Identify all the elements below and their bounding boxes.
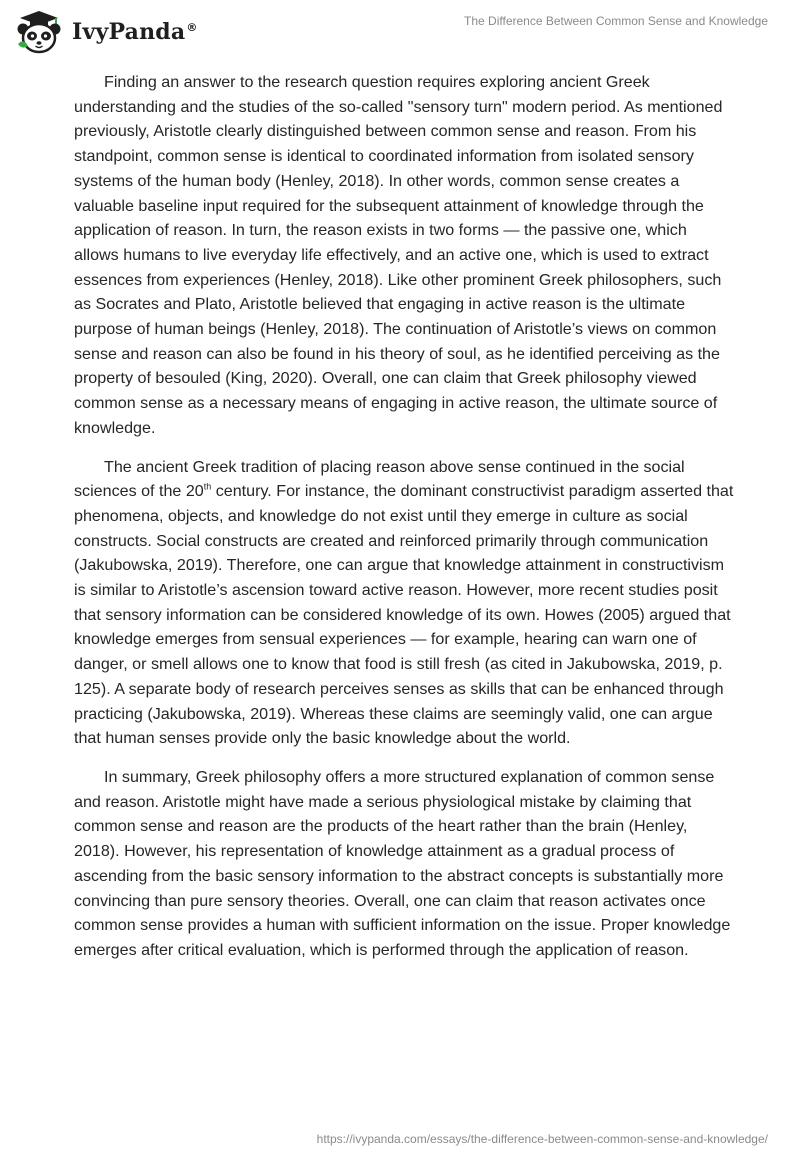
logo-wordmark: IvyPanda®	[72, 19, 198, 45]
ivypanda-logo[interactable]	[14, 8, 198, 54]
paragraph-2-text-end: century. For instance, the dominant constructivist paradigm asserted that phenomena, objects, and knowledge do not exist until they emerge in culture as social constructs. Social constructs are created and reinforced primarily through communication (Jakubowska, 2019). Therefore, one can argue that knowledge attainment in constructivism is similar to Aristotle’s ascension toward active reason. However, more recent studies posit that sensory information can be considered knowledge of its own. Howes (2005) argued that knowledge emerges from sensual experiences — for example, hearing can warn one of danger, or smell allows one to know that food is still fresh (as cited in Jakubowska, 2019, p. 125). A separate body of research perceives senses as skills that can be enhanced through practicing (Jakubowska, 2019). Whereas these claims are seemingly valid, one can argue that human senses provide only the basic knowledge about the world.	[74, 482, 734, 748]
paragraph-2	[74, 455, 734, 751]
paragraph-1: Finding an answer to the research question requires exploring ancient Greek understanding and the studies of the so-called "sensory turn" modern period. As mentioned previously, Aristotle clearly distinguished between common sense and reason. From his standpoint, common sense is identical to coordinated information from isolated sensory systems of the human body (Henley, 2018). In other words, common sense creates a valuable baseline input required for the subsequent attainment of knowledge through the application of reason. In turn, the reason exists in two forms — the passive one, which allows humans to live everyday life effectively, and an active one, which is used to extract essences from experiences (Henley, 2018). Like other prominent Greek philosophers, such as Socrates and Plato, Aristotle believed that engaging in active reason is the ultimate purpose of human beings (Henley, 2018). The continuation of Aristotle’s views on common sense and reason can also be found in his theory of soul, as he identified perceiving as the property of besouled (King, 2020). Overall, one can claim that Greek philosophy viewed common sense as a necessary means of engaging in active reason, the ultimate source of knowledge.	[74, 73, 723, 437]
paragraph-3: In summary, Greek philosophy offers a more structured explanation of common sense and reason. Aristotle might have made a serious physiological mistake by claiming that common sense and reason are the products of the heart rather than the brain (Henley, 2018). However, his representation of knowledge attainment as a gradual process of ascending from the basic sensory information to the abstract concepts is substantially more convincing than pure sensory theories. Overall, one can claim that reason activates once common sense provides a human with sufficient information on the issue. Proper knowledge emerges after critical evaluation, which is performed through the application of reason.	[74, 767, 731, 959]
essay-body	[74, 70, 734, 977]
document-title: The Difference Between Common Sense and Knowledge	[464, 14, 768, 28]
panda-graduate-icon	[14, 8, 64, 54]
registered-mark: ®	[186, 20, 198, 34]
paragraph-2-text-start: The ancient Greek tradition of placing reason above sense continued in the social sciences of the 20	[74, 457, 685, 501]
source-url[interactable]: https://ivypanda.com/essays/the-difference-between-common-sense-and-knowledge/	[316, 1132, 768, 1146]
ordinal-superscript: th	[203, 481, 212, 492]
page-header	[0, 0, 800, 60]
